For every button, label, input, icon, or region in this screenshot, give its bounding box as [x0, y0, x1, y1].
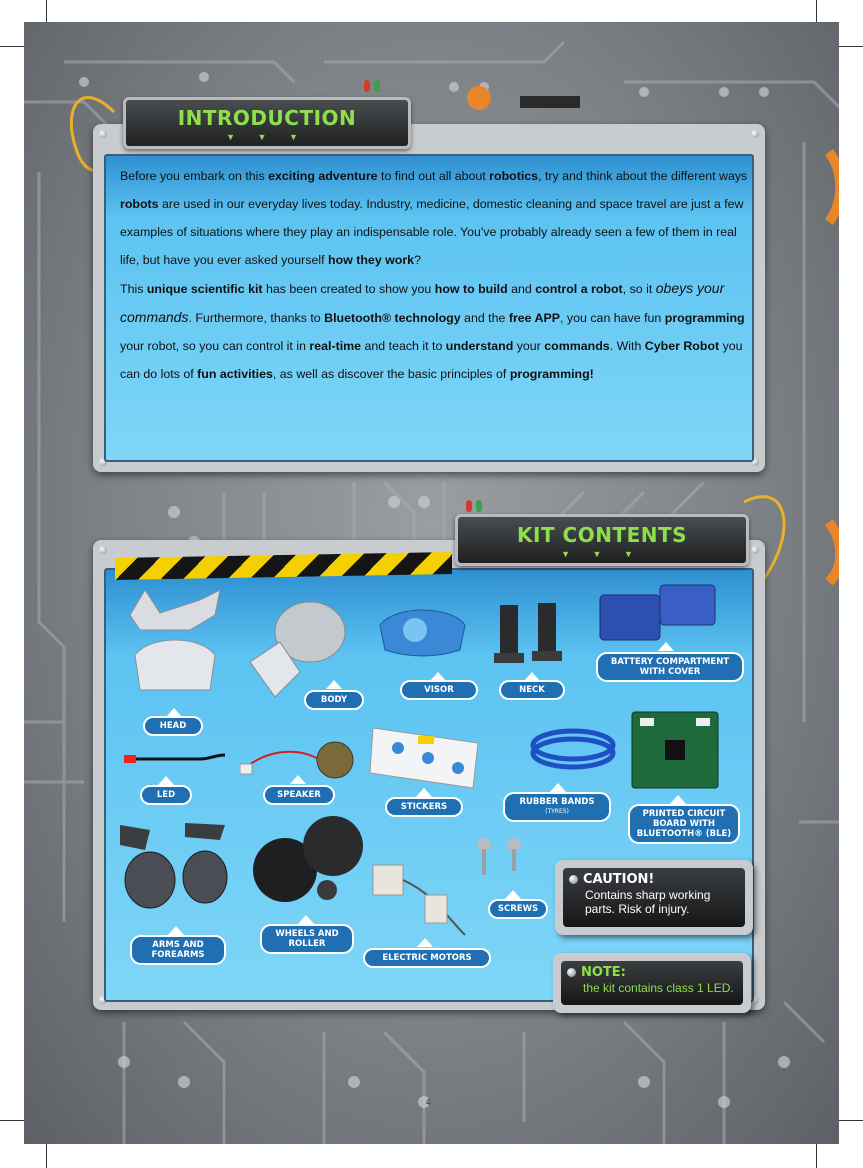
label-stickers: STICKERS [385, 797, 463, 817]
intro-segment: . With [609, 339, 645, 353]
pcb-part-image [630, 710, 720, 790]
note-box [553, 953, 751, 1013]
intro-segment: and [507, 282, 536, 296]
label-pointer [505, 890, 521, 899]
label-visor: VISOR [400, 680, 478, 700]
tab-arrows: ▼ ▼ ▼ [561, 549, 643, 559]
battery-part-image [595, 580, 720, 650]
head-part-image [120, 585, 230, 705]
intro-segment: your [513, 339, 545, 353]
intro-segment: how they work [328, 253, 415, 267]
intro-segment: This [120, 282, 147, 296]
label-pointer [550, 783, 566, 792]
label-led: LED [140, 785, 192, 805]
motors-part-image [365, 855, 485, 945]
visor-part-image [375, 600, 470, 660]
label-pointer [417, 938, 433, 947]
label-pointer [670, 795, 686, 804]
intro-segment: real-time [309, 339, 362, 353]
kit-contents-title: KIT CONTENTS [516, 523, 688, 547]
intro-segment: you can do lots of [120, 339, 743, 381]
neck-part-image [490, 595, 570, 670]
indicator-dot [567, 968, 576, 977]
intro-segment: . Furthermore, thanks to [188, 311, 325, 325]
label-pointer [658, 642, 674, 651]
label-pointer [298, 915, 314, 924]
label-wheels: WHEELS AND ROLLER [260, 924, 354, 954]
intro-segment: , you can have fun [560, 311, 665, 325]
tab-arrows: ▼ ▼ ▼ [226, 132, 308, 142]
intro-segment: fun activities [197, 367, 273, 381]
intro-segment: has been created to show you [262, 282, 435, 296]
caution-box [555, 860, 753, 935]
introduction-tab [123, 97, 411, 149]
intro-segment: exciting adventure [268, 169, 378, 183]
intro-segment: to find out all about [377, 169, 490, 183]
intro-segment: robots [120, 197, 159, 211]
intro-segment: unique scientific kit [146, 282, 263, 296]
label-rubber-bands-text: RUBBER BANDS [519, 797, 595, 807]
caution-heading: CAUTION! [583, 872, 655, 887]
introduction-text [120, 162, 750, 388]
intro-segment: free APP [508, 311, 561, 325]
intro-segment: your robot, so you can control it in [120, 339, 310, 353]
intro-segment: , so it [622, 282, 656, 296]
intro-segment: and the [460, 311, 509, 325]
intro-segment: and teach it to [361, 339, 446, 353]
intro-segment: are used in our everyday lives today. Industry, medicine, domestic cleaning and space travel are just a few examples of situations where they play an indispensable role. You've probably already seen a few of them in real life, but have you ever asked yourself [120, 197, 744, 267]
intro-segment: Bluetooth® technology [324, 311, 461, 325]
label-arms: ARMS AND FOREARMS [130, 935, 226, 965]
page-number: 4 [426, 1098, 431, 1107]
label-pointer [290, 775, 306, 784]
intro-segment: commands [544, 339, 610, 353]
label-pcb: PRINTED CIRCUIT BOARD WITH BLUETOOTH® (BLE) [628, 804, 740, 844]
intro-segment: programming [664, 311, 745, 325]
label-neck: NECK [499, 680, 565, 700]
label-screws: SCREWS [488, 899, 548, 919]
intro-segment: programming! [509, 367, 594, 381]
label-body: BODY [304, 690, 364, 710]
intro-segment: Cyber Robot [644, 339, 720, 353]
label-pointer [416, 788, 432, 797]
introduction-body [104, 154, 754, 462]
led-part-image [120, 745, 230, 775]
wheels-part-image [245, 810, 365, 910]
label-battery: BATTERY COMPARTMENT WITH COVER [596, 652, 744, 682]
introduction-title: INTRODUCTION [177, 106, 357, 130]
intro-segment: control a robot [535, 282, 623, 296]
indicator-dot [569, 875, 578, 884]
introduction-panel [93, 124, 765, 472]
note-text: the kit contains class 1 LED. [583, 981, 734, 995]
label-rubber-bands-sub: (TYRES) [545, 808, 569, 815]
label-head: HEAD [143, 716, 203, 736]
label-pointer [326, 680, 342, 689]
label-pointer [158, 776, 174, 785]
intro-segment: robotics [489, 169, 539, 183]
intro-segment: , as well as discover the basic principles of [272, 367, 510, 381]
label-pointer [168, 926, 184, 935]
intro-segment: obeys your commands [120, 280, 725, 325]
intro-segment: , try and think about the different ways [538, 169, 748, 183]
intro-segment: Before you embark on this [120, 169, 269, 183]
label-motors: ELECTRIC MOTORS [363, 948, 491, 968]
caution-text: Contains sharp working parts. Risk of injury. [585, 888, 711, 916]
arms-part-image [110, 815, 240, 920]
screws-part-image [472, 835, 542, 880]
label-speaker: SPEAKER [263, 785, 335, 805]
note-heading: NOTE: [581, 965, 626, 980]
label-rubber-bands [503, 792, 611, 822]
intro-segment: how to build [434, 282, 508, 296]
stickers-part-image [368, 718, 486, 798]
intro-segment: ? [414, 253, 421, 267]
kit-contents-tab [455, 514, 749, 566]
rubber-bands-part-image [528, 725, 618, 775]
intro-segment: understand [445, 339, 514, 353]
